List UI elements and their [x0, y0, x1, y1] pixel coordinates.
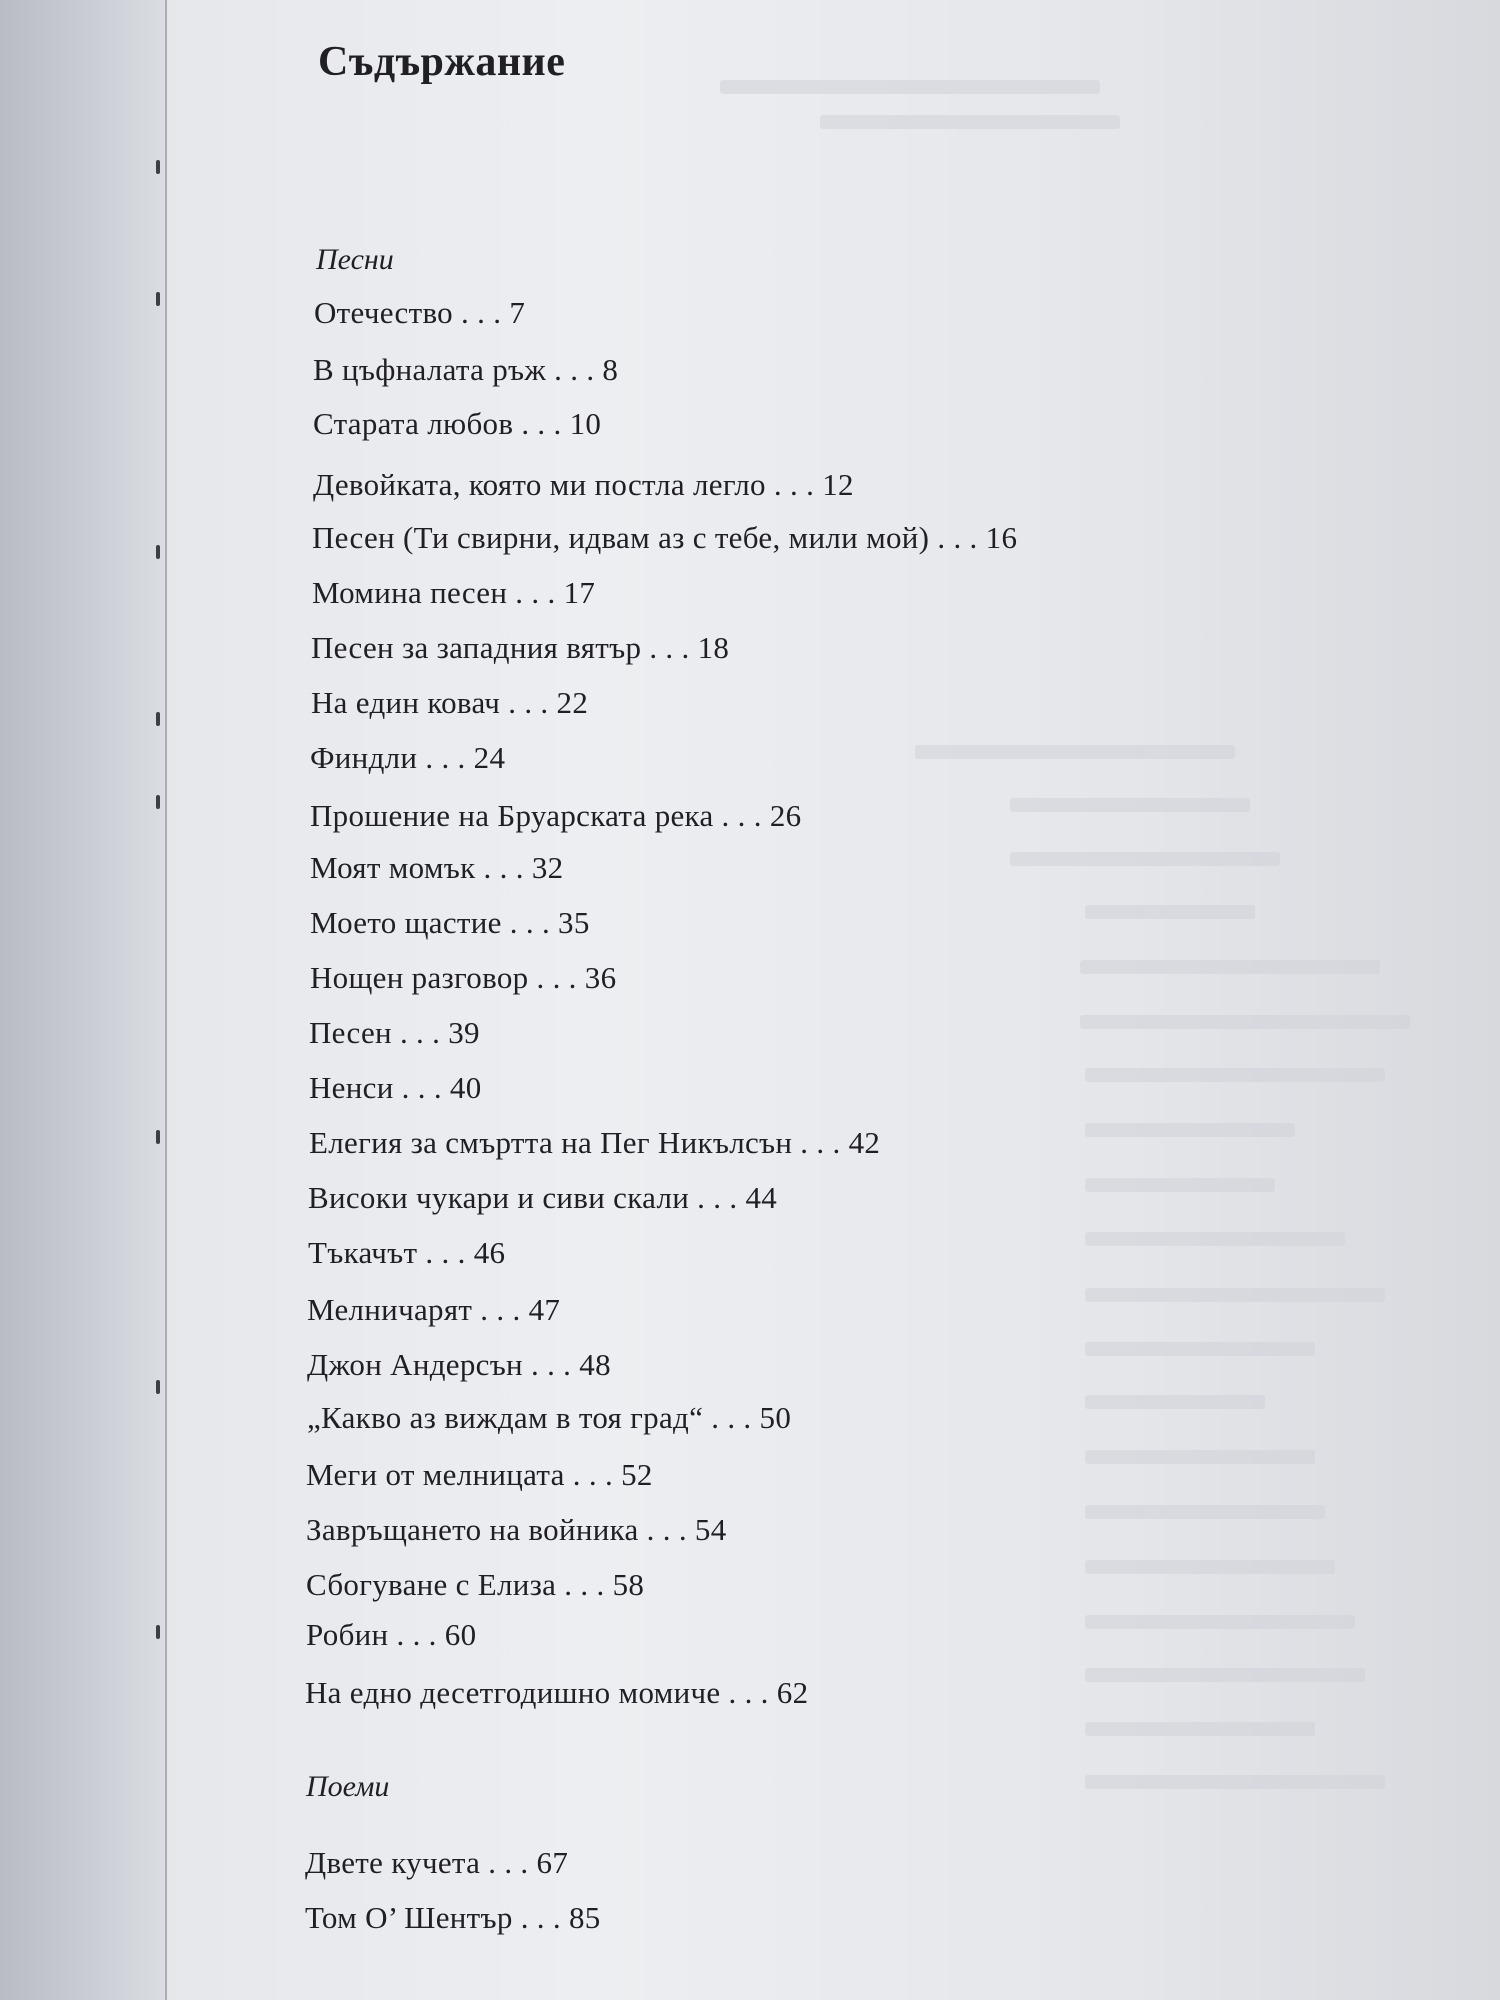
- toc-entry: В цъфналата ръж . . . 8: [313, 352, 619, 387]
- toc-entry: Нощен разговор . . . 36: [310, 960, 617, 995]
- binding-stitch: [156, 1130, 160, 1144]
- section-heading-songs: Песни: [316, 243, 394, 276]
- toc-entry: Завръщането на войника . . . 54: [306, 1512, 727, 1547]
- toc-entry: Девойката, която ми постла легло . . . 12: [313, 467, 854, 502]
- toc-entry: Отечество . . . 7: [314, 295, 526, 330]
- toc-entry: Момина песен . . . 17: [312, 575, 596, 610]
- toc-entry: Старата любов . . . 10: [313, 406, 602, 441]
- toc-entry: Високи чукари и сиви скали . . . 44: [308, 1180, 778, 1215]
- toc-entry: „Какво аз виждам в тоя град“ . . . 50: [307, 1400, 792, 1435]
- toc-entry: Песен (Ти свирни, идвам аз с тебе, мили мой) . . . 16: [312, 520, 1018, 555]
- book-spine: [0, 0, 167, 2000]
- toc-entry: Том О’ Шентър . . . 85: [305, 1900, 601, 1935]
- toc-entry: Финдли . . . 24: [310, 740, 506, 775]
- toc-entry: Мелничарят . . . 47: [307, 1292, 561, 1327]
- toc-entry: На един ковач . . . 22: [311, 685, 589, 720]
- binding-stitch: [156, 545, 160, 559]
- binding-stitch: [156, 292, 160, 306]
- toc-entry: Моето щастие . . . 35: [310, 905, 590, 940]
- toc-entry: Меги от мелницата . . . 52: [306, 1457, 653, 1492]
- toc-entry: Робин . . . 60: [306, 1617, 477, 1652]
- page-title: Съдържание: [318, 39, 566, 85]
- section-heading-poems: Поеми: [306, 1770, 390, 1803]
- toc-entry: Елегия за смъртта на Пег Никълсън . . . 42: [309, 1125, 881, 1160]
- toc-entry: На едно десетгодишно момиче . . . 62: [305, 1675, 809, 1710]
- toc-entry: Песен . . . 39: [309, 1015, 480, 1050]
- toc-entry: Двете кучета . . . 67: [305, 1845, 569, 1880]
- toc-entry: Ненси . . . 40: [309, 1070, 482, 1105]
- binding-stitch: [156, 795, 160, 809]
- binding-stitch: [156, 1380, 160, 1394]
- toc-entry: Сбогуване с Елиза . . . 58: [306, 1567, 645, 1602]
- binding-stitch: [156, 712, 160, 726]
- toc-entry: Тъкачът . . . 46: [308, 1235, 506, 1270]
- toc-entry: Джон Андерсън . . . 48: [307, 1347, 611, 1382]
- binding-stitch: [156, 160, 160, 174]
- toc-entry: Прошение на Бруарската река . . . 26: [310, 798, 802, 833]
- toc-entry: Песен за западния вятър . . . 18: [311, 630, 730, 665]
- toc-entry: Моят момък . . . 32: [310, 850, 564, 885]
- binding-stitch: [156, 1625, 160, 1639]
